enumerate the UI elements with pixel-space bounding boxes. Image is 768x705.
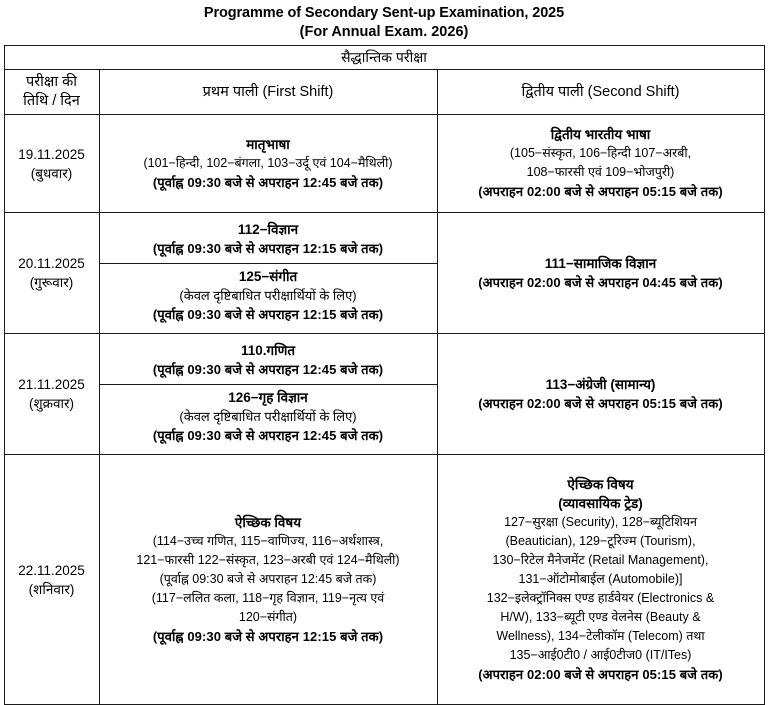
table-row: [4, 334, 764, 455]
subject-name: 126−गृह विज्ञान: [228, 390, 308, 405]
subject-note: (केवल दृष्टिबाधित परीक्षार्थियों के लिए): [179, 409, 357, 424]
subject-codes-line4: 131−ऑटोमोबाईल (Automobile)]: [518, 571, 683, 586]
first-shift-part-1: [100, 338, 437, 384]
page-title: Programme of Secondary Sent-up Examination, 2025: [203, 5, 565, 21]
theory-exam-banner: सैद्धान्तिक परीक्षा: [4, 46, 764, 70]
first-shift-cell: [99, 213, 437, 334]
first-shift-cell: [99, 334, 437, 455]
column-header-second-shift: द्वितीय पाली (Second Shift): [437, 70, 764, 115]
exam-day: (शुक्रवार): [28, 396, 75, 411]
second-shift-cell: [437, 115, 764, 213]
subject-codes-line1: 127−सुरक्षा (Security), 128−ब्यूटिशियन: [504, 514, 697, 529]
second-shift-cell: [437, 334, 764, 455]
subject-note: (केवल दृष्टिबाधित परीक्षार्थियों के लिए): [179, 288, 357, 303]
subject-codes-line1: (114−उच्च गणित, 115−वाणिज्य, 116−अर्थशास्त्र,: [152, 533, 384, 548]
subject-codes-line5: 132−इलेक्ट्रॉनिक्स एण्ड हार्डवेयर (Electronics &: [486, 590, 715, 605]
subject-name: 111−सामाजिक विज्ञान: [544, 255, 657, 271]
column-header-first-shift: प्रथम पाली (First Shift): [99, 70, 437, 115]
subject-codes-line7: Wellness), 134−टेलीकॉम (Telecom) तथा: [496, 628, 705, 643]
second-shift-cell: [437, 455, 764, 705]
subject-codes: (101−हिन्दी, 102−बंगला, 103−उर्दू एवं 104−मैथिली): [143, 155, 393, 170]
subject-name: 110.गणित: [240, 343, 296, 358]
first-shift-split: [100, 217, 437, 329]
shift-timing: (अपराहन 02:00 बजे से अपराहन 05:15 बजे तक): [478, 395, 723, 411]
first-shift-part-2: [100, 384, 437, 450]
shift-timing: (पूर्वाह्न 09:30 बजे से अपराहन 12:15 बजे तक): [152, 628, 384, 644]
exam-date: 22.11.2025: [18, 562, 85, 578]
subject-codes-line1: (105−संस्कृत, 106−हिन्दी 107−अरबी,: [509, 146, 692, 160]
shift-timing: (पूर्वाह्न 09:30 बजे से अपराहन 12:15 बजे तक): [152, 307, 384, 322]
row-date-cell: [4, 334, 99, 455]
second-shift-cell: [437, 213, 764, 334]
subject-name: 112−विज्ञान: [237, 222, 299, 237]
subject-name: मातृभाषा: [246, 136, 290, 152]
shift-timing: (अपराहन 02:00 बजे से अपराहन 05:15 बजे तक): [478, 666, 723, 682]
table-row: [4, 115, 764, 213]
table-row: [4, 213, 764, 334]
column-header-date-line2: तिथि / दिन: [23, 93, 80, 109]
column-header-date-line1: परीक्षा की: [26, 74, 77, 90]
row-date-cell: [4, 455, 99, 705]
first-shift-part-2: [100, 263, 437, 329]
subject-name: 113−अंग्रेजी (सामान्य): [545, 376, 656, 392]
shift-timing: (अपराहन 02:00 बजे से अपराहन 04:45 बजे तक): [478, 274, 723, 290]
first-shift-cell: [99, 455, 437, 705]
row-date-cell: [4, 213, 99, 334]
subject-codes-line4: 120−संगीत): [238, 609, 298, 624]
first-shift-split: [100, 338, 437, 450]
first-shift-cell: [99, 115, 437, 213]
table-header-row: [4, 70, 764, 115]
exam-day: (बुधवार): [30, 165, 73, 181]
subject-codes-line8: 135−आई0टी0 / आई0टीज0 (IT/ITes): [509, 647, 692, 662]
subject-name: ऐच्छिक विषय: [567, 476, 634, 492]
table-row: [4, 455, 764, 705]
subject-codes-line3: 130−रिटेल मैनेजमेंट (Retail Management),: [492, 552, 709, 567]
document-title-block: [0, 0, 768, 42]
table-banner-row: [4, 46, 764, 70]
subject-codes-line2: 121−फारसी 122−संस्कृत, 123−अरबी एवं 124−मैथिली): [136, 552, 400, 567]
row-date-cell: [4, 115, 99, 213]
column-header-date: [4, 70, 99, 115]
subject-codes-line2: (Beautician), 129−टूरिज्म (Tourism),: [505, 533, 696, 548]
subject-codes-line2: 108−फारसी एवं 109−भोजपुरी): [526, 165, 675, 179]
exam-date: 20.11.2025: [18, 256, 85, 271]
exam-date: 21.11.2025: [18, 377, 85, 392]
exam-schedule-table: [4, 45, 765, 705]
subject-name: ऐच्छिक विषय: [234, 514, 302, 530]
shift-timing: (पूर्वाह्न 09:30 बजे से अपराहन 12:45 बजे तक): [152, 428, 384, 443]
subject-name: 125−संगीत: [238, 269, 298, 284]
page-subtitle: (For Annual Exam. 2026): [299, 24, 469, 40]
shift-timing: (पूर्वाह्न 09:30 बजे से अपराहन 12:15 बजे तक): [152, 241, 384, 256]
shift-timing: (पूर्वाह्न 09:30 बजे से अपराहन 12:45 बजे तक): [152, 174, 384, 190]
subject-codes-line6: H/W), 133−ब्यूटी एण्ड वेलनेस (Beauty &: [500, 609, 701, 624]
exam-day: (गुरूवार): [29, 275, 74, 290]
exam-date: 19.11.2025: [18, 146, 85, 162]
shift-timing: (पूर्वाह्न 09:30 बजे से अपराहन 12:45 बजे तक): [152, 362, 384, 377]
exam-day: (शनिवार): [28, 581, 75, 597]
shift-timing-morning-a: (पूर्वाह्न 09:30 बजे से अपराहन 12:45 बजे तक): [159, 571, 377, 586]
subject-name-sub: (व्यावसायिक ट्रेड): [558, 495, 643, 511]
subject-codes-line3: (117−ललित कला, 118−गृह विज्ञान, 119−नृत्य एवं: [151, 590, 385, 605]
shift-timing: (अपराहन 02:00 बजे से अपराहन 05:15 बजे तक): [478, 184, 723, 199]
subject-name: द्वितीय भारतीय भाषा: [550, 127, 651, 142]
first-shift-part-1: [100, 217, 437, 263]
